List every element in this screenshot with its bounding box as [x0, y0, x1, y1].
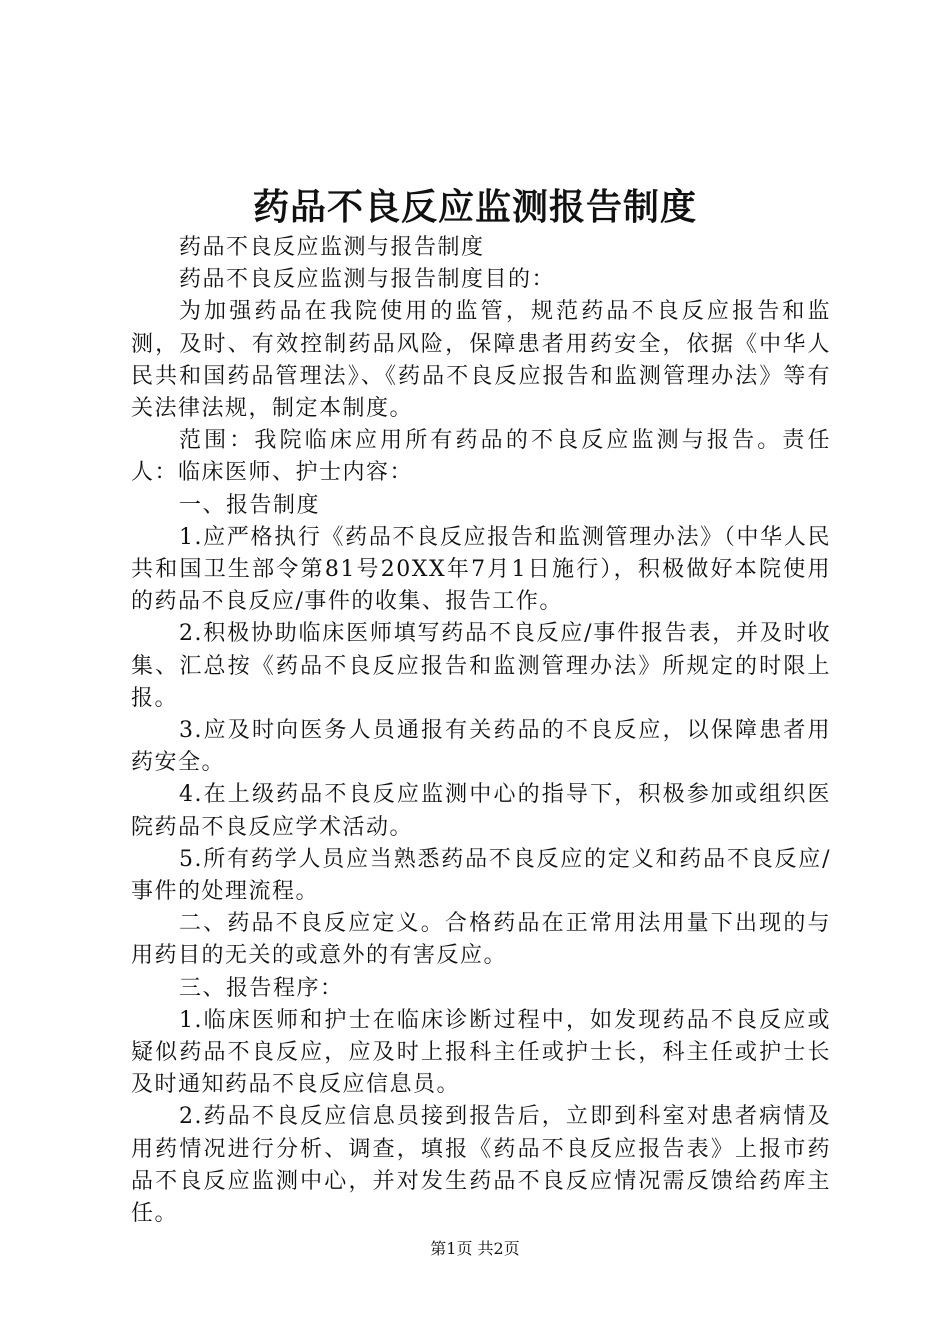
- document-body: [131, 232, 831, 1230]
- list-item: 2.积极协助临床医师填写药品不良反应/事件报告表，并及时收集、汇总按《药品不良反应报告和监测管理办法》所规定的时限上报。: [131, 621, 831, 711]
- list-item: 1.应严格执行《药品不良反应报告和监测管理办法》（中华人民共和国卫生部令第81号20XX年7月1日施行），积极做好本院使用的药品不良反应/事件的收集、报告工作。: [131, 524, 831, 615]
- paragraph-purpose-heading: 药品不良反应监测与报告制度目的：: [179, 267, 556, 293]
- list-item: 3.应及时向医务人员通报有关药品的不良反应，以保障患者用药安全。: [131, 718, 831, 776]
- paragraph-subtitle: 药品不良反应监测与报告制度: [179, 235, 485, 260]
- list-item: 5.所有药学人员应当熟悉药品不良反应的定义和药品不良反应/事件的处理流程。: [131, 846, 831, 905]
- section-definition: 二、药品不良反应定义。合格药品在正常用法用量下出现的与用药目的无关的或意外的有害反应。: [131, 911, 831, 969]
- section-heading-procedure: 三、报告程序：: [179, 975, 344, 1001]
- document-title: 药品不良反应监测报告制度: [252, 187, 697, 228]
- list-item: 4.在上级药品不良反应监测中心的指导下，积极参加或组织医院药品不良反应学术活动。: [131, 782, 831, 840]
- list-item: 1.临床医师和护士在临床诊断过程中，如发现药品不良反应或疑似药品不良反应，应及时上报科主任或护士长，科主任或护士长及时通知药品不良反应信息员。: [131, 1007, 831, 1098]
- paragraph-purpose: 为加强药品在我院使用的监管，规范药品不良反应报告和监测，及时、有效控制药品风险，保障患者用药安全，依据《中华人民共和国药品管理法》、《药品不良反应报告和监测管理办法》等有关法律法规，制定本制度。: [131, 299, 831, 422]
- paragraph-scope: 范围：我院临床应用所有药品的不良反应监测与报告。责任人：临床医师、护士内容：: [131, 428, 831, 486]
- list-item: 2.药品不良反应信息员接到报告后，立即到科室对患者病情及用药情况进行分析、调查，填报《药品不良反应报告表》上报市药品不良反应监测中心，并对发生药品不良反应情况需反馈给药库主任。: [131, 1104, 831, 1227]
- section-heading-reporting-system: 一、报告制度: [179, 492, 321, 518]
- page-number-footer: 第1页 共2页: [430, 1239, 520, 1258]
